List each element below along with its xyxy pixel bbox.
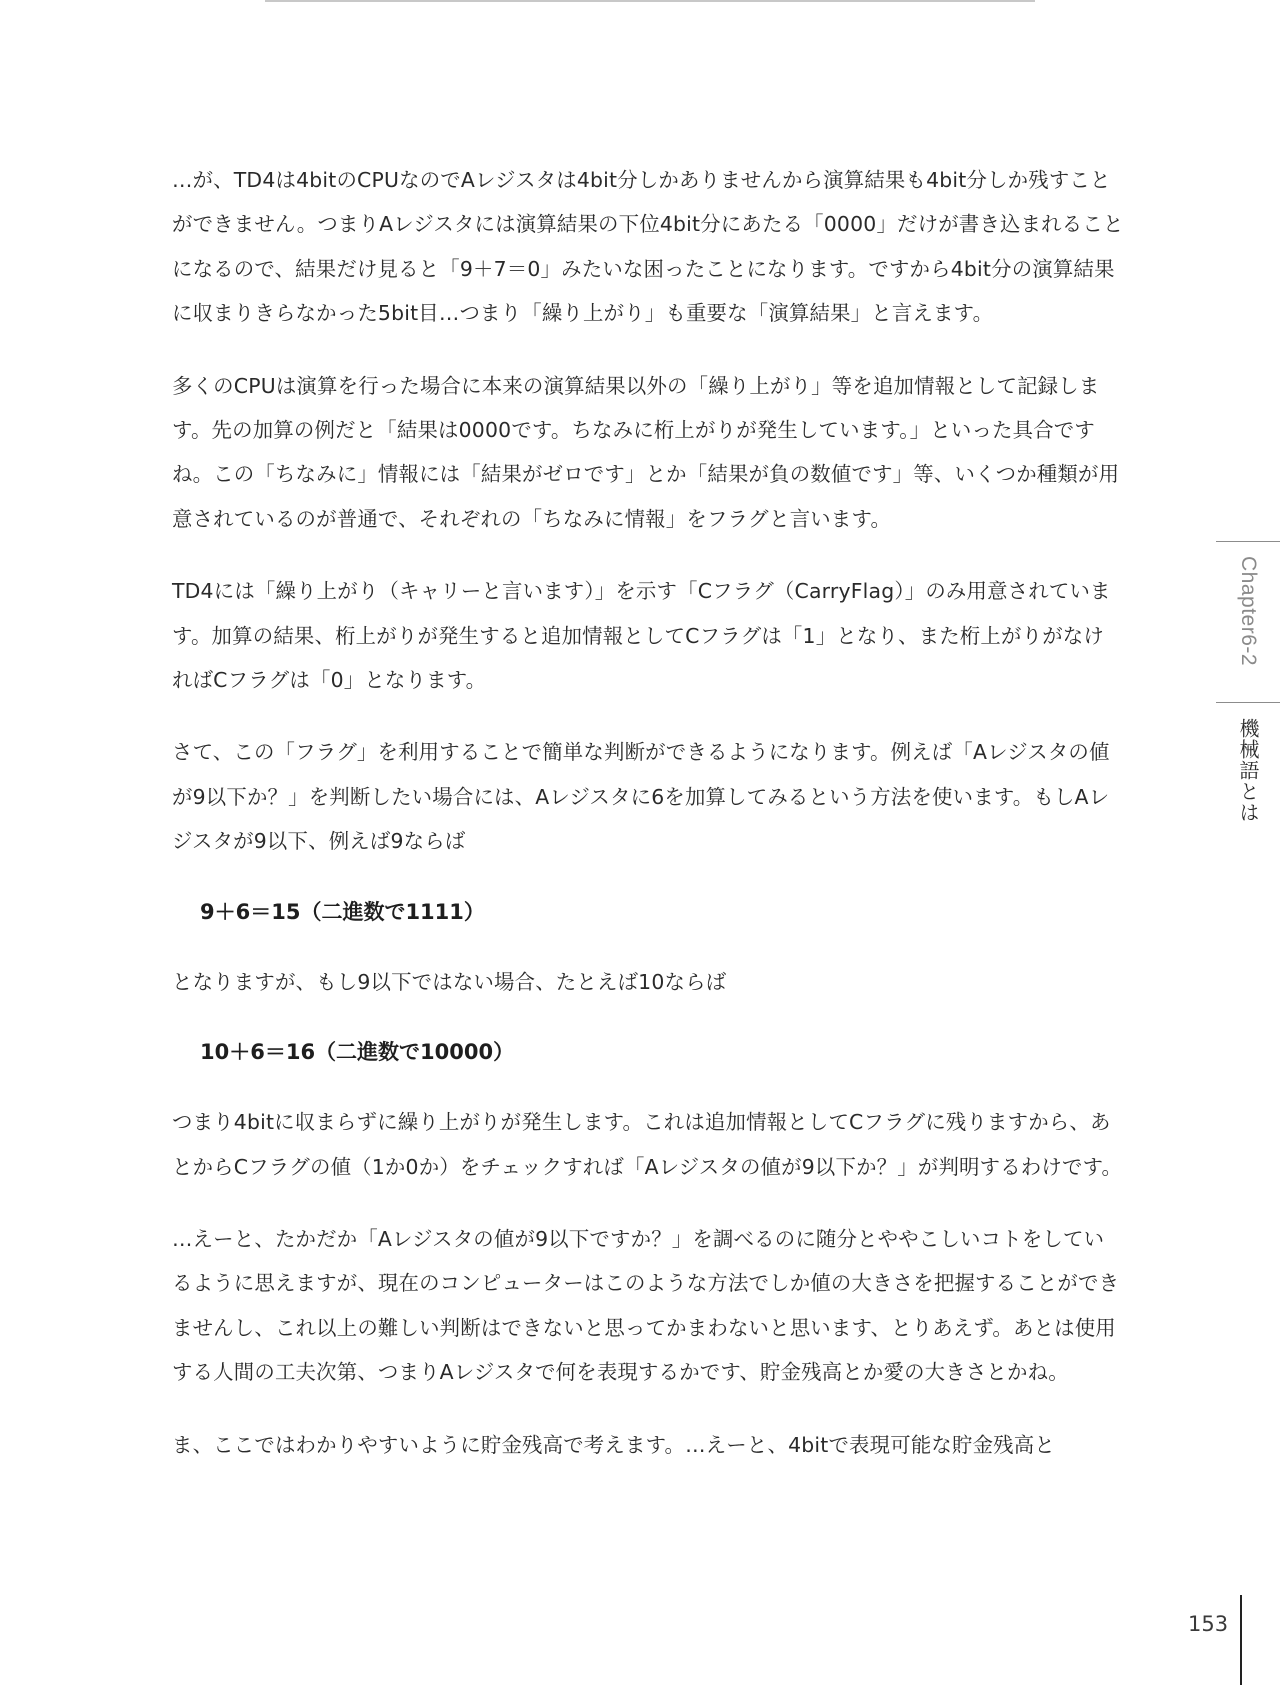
paragraph-judgement: さて、この「フラグ」を利用することで簡単な判断ができるようになります。例えば「Aレジスタの値が9以下か？」を判断したい場合には、Aレジスタに6を加算してみるという方法を使います。もしAレジスタが9以下、例えば9ならば — [172, 740, 1110, 854]
paragraph-flags-explained: 多くのCPUは演算を行った場合に本来の演算結果以外の「繰り上がり」等を追加情報として記録します。先の加算の例だと「結果は0000です。ちなみに桁上がりが発生しています。」といった具合ですね。この「ちなみに」情報には「結果がゼロです」とか「結果が負の数値です」等、いくつか種類が用意されているのが普通で、それぞれの「ちなみに情報」をフラグと言います。 — [172, 373, 1120, 531]
page-edge-rule — [1240, 1595, 1242, 1685]
section-label: 機械語とは — [1236, 718, 1260, 823]
paragraph-c-flag: TD4には「繰り上がり（キャリーと言います）」を示す「Cフラグ（CarryFlag）」のみ用意されています。加算の結果、桁上がりが発生すると追加情報としてCフラグは「1」となり、また桁上がりがなければCフラグは「0」となります。 — [172, 579, 1111, 693]
paragraph-commentary: …えーと、たかだか「Aレジスタの値が9以下ですか？」を調べるのに随分とややこしいコトをしているように思えますが、現在のコンピューターはこのような方法でしか値の大きさを把握することができませんし、これ以上の難しい判断はできないと思ってかまわないと思います、とりあえず。あとは使用する人間の工夫次第、つまりAレジスタで何を表現するかです、貯金残高とか愛の大きさとかね。 — [172, 1226, 1120, 1385]
paragraph-savings: ま、ここではわかりやすいように貯金残高で考えます。…えーと、4bitで表現可能な貯金残高と — [172, 1432, 1055, 1457]
paragraph-ten-case: となりますが、もし9以下ではない場合、たとえば10ならば — [172, 969, 727, 994]
page-number: 153 — [1188, 1612, 1229, 1636]
paragraph-carry-result: つまり4bitに収まらずに繰り上がりが発生します。これは追加情報としてCフラグに残りますから、あとからCフラグの値（1か0か）をチェックすれば「Aレジスタの値が9以下か？」が判明するわけです。 — [172, 1110, 1123, 1179]
top-rule — [265, 0, 1035, 2]
sidebar-divider-top — [1216, 541, 1280, 542]
paragraph-carry-intro: …が、TD4は4bitのCPUなのでAレジスタは4bit分しかありませんから演算結果も4bit分しか残すことができません。つまりAレジスタには演算結果の下位4bit分にあたる「0000」だけが書き込まれることになるので、結果だけ見ると「9＋7＝0」みたいな困ったことになります。ですから4bit分の演算結果に収まりきらなかった5bit目…つまり「繰り上がり」も重要な「演算結果」と言えます。 — [172, 168, 1124, 326]
main-content — [172, 158, 1124, 1495]
chapter-label: Chapter6-2 — [1237, 556, 1260, 667]
formula-ten-plus-six: 10＋6＝16（二進数で10000） — [200, 1040, 515, 1065]
sidebar-divider-mid — [1216, 702, 1280, 703]
formula-nine-plus-six: 9＋6＝15（二進数で1111） — [200, 899, 485, 924]
